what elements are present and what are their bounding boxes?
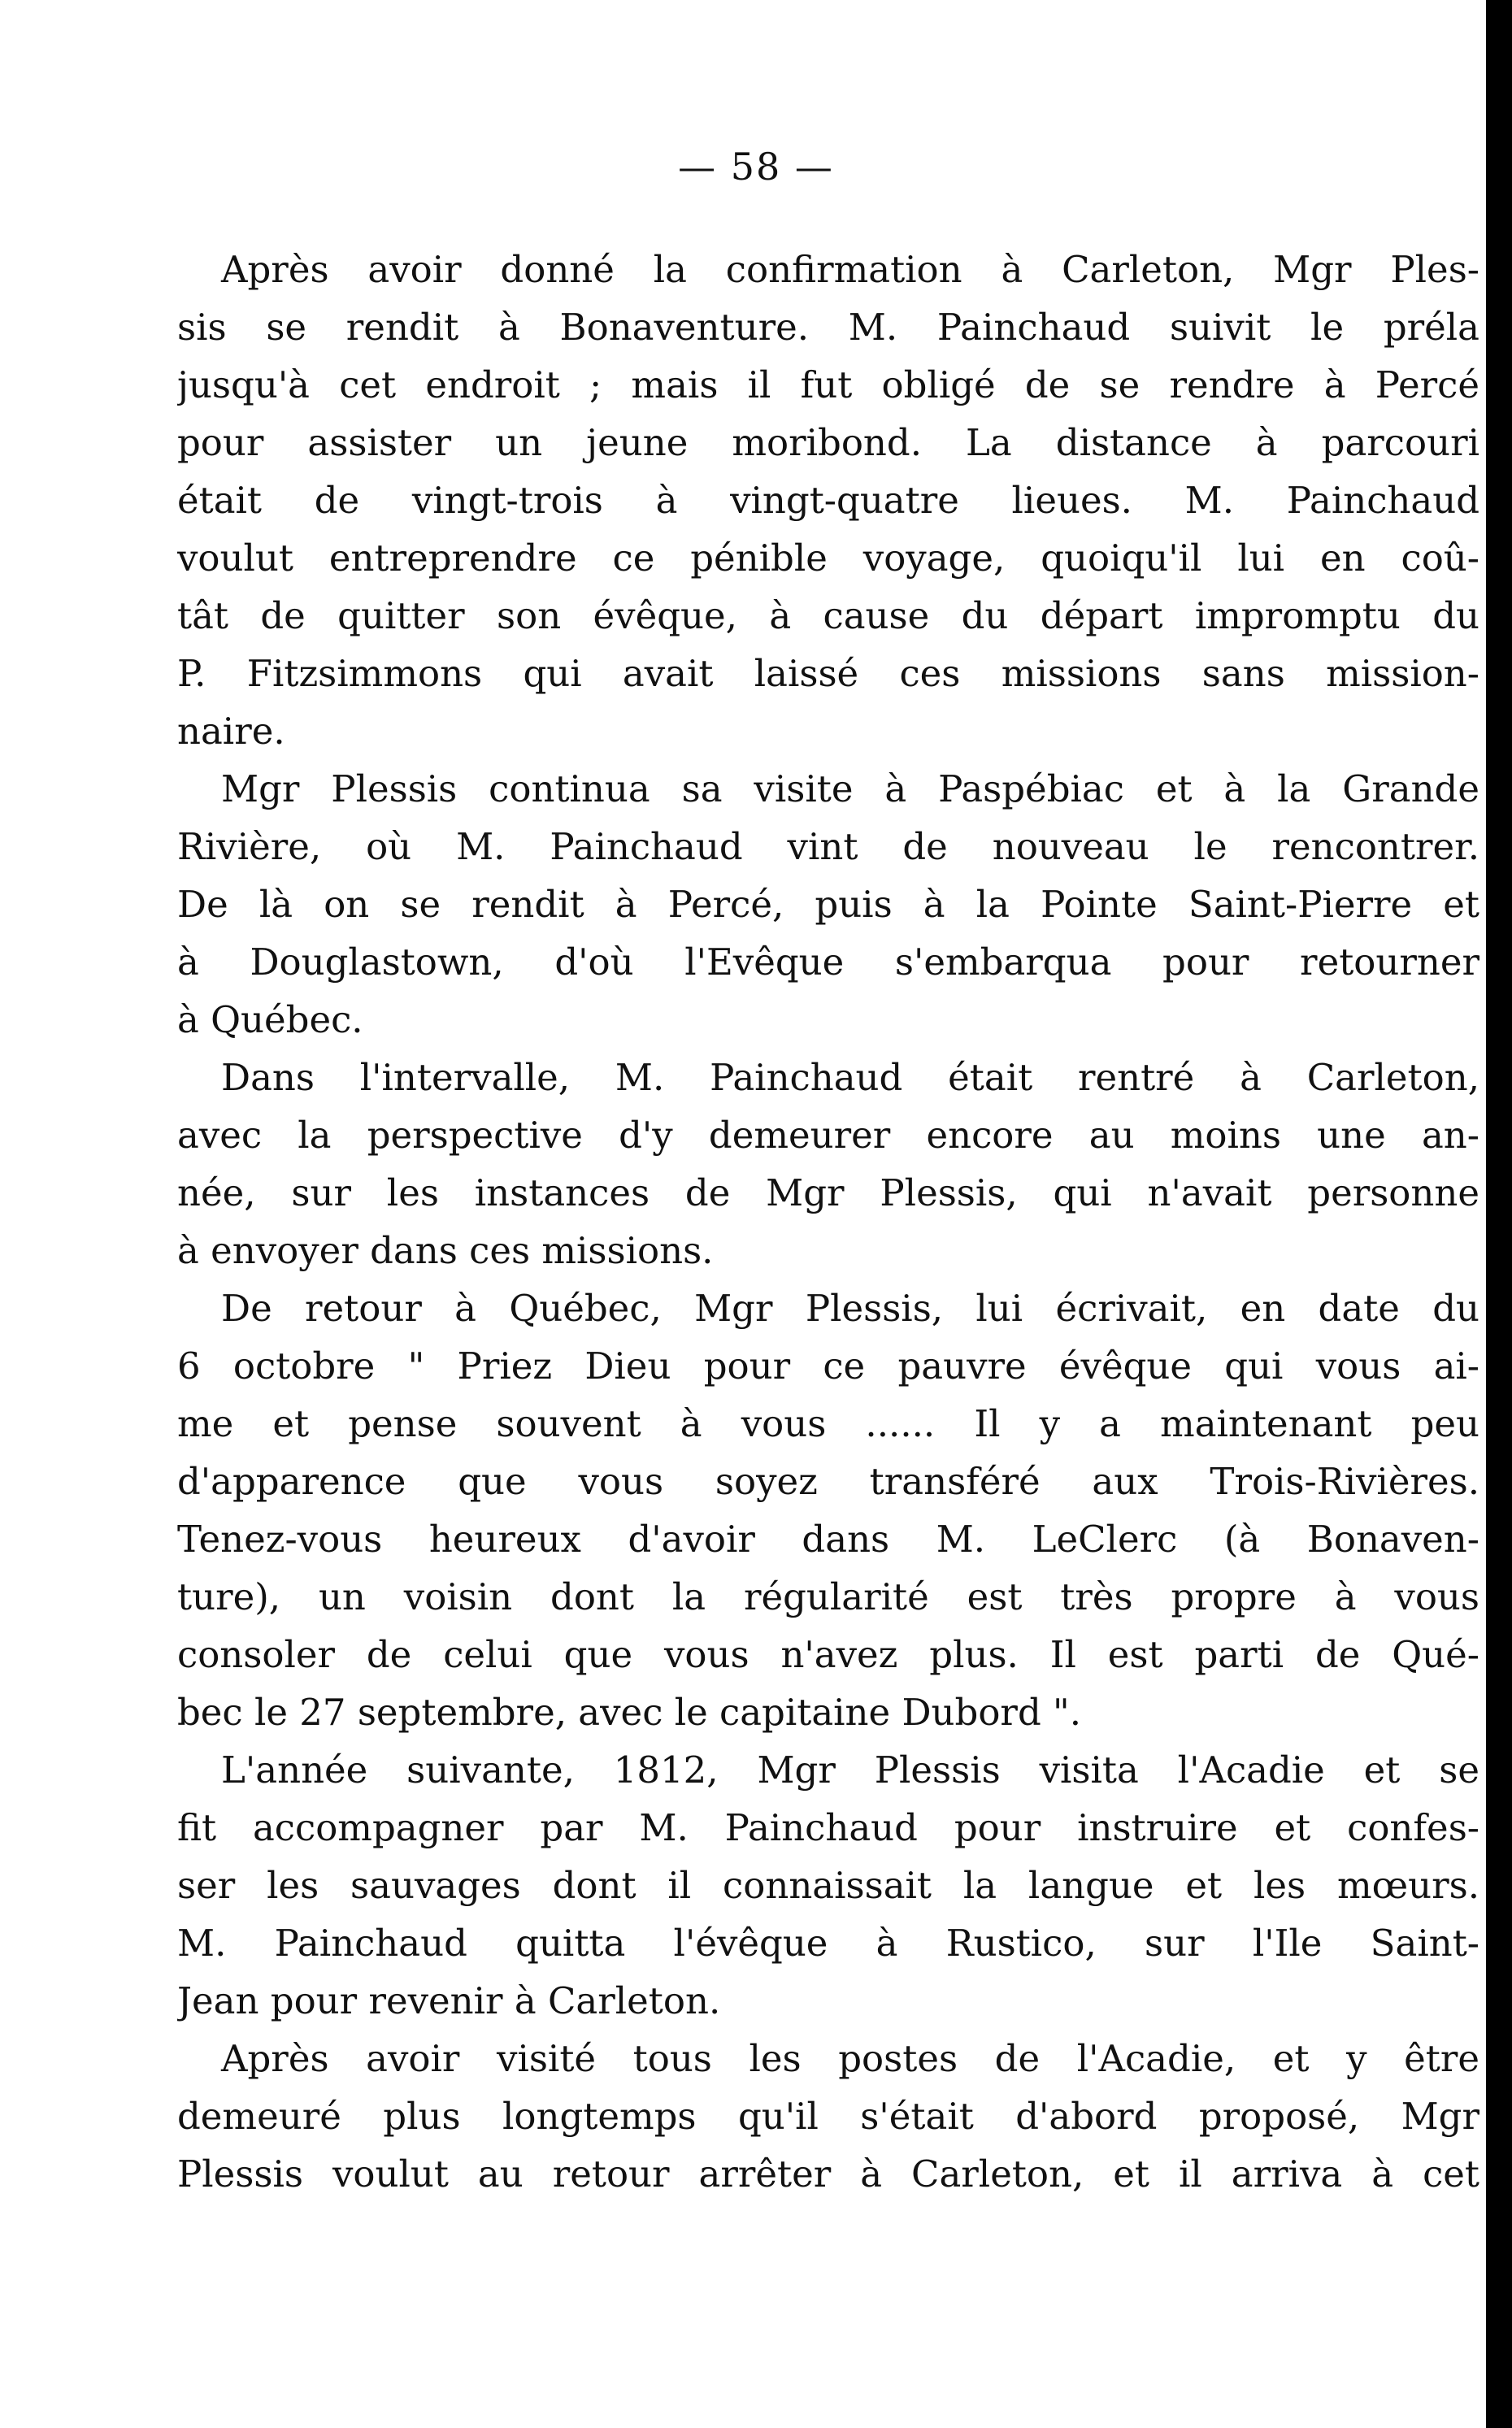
text-line: L'année suivante, 1812, Mgr Plessis visita l'Acadie et se <box>221 1748 1479 1792</box>
text-line: M. Painchaud quitta l'évêque à Rustico, sur l'Ile Saint- <box>177 1922 1479 1965</box>
text-line: sis se rendit à Bonaventure. M. Painchaud suivit le préla <box>177 306 1479 349</box>
text-line: Jean pour revenir à Carleton. <box>177 1979 721 2022</box>
text-line: Après avoir visité tous les postes de l'Acadie, et y être <box>221 2037 1479 2080</box>
text-line: à Douglastown, d'où l'Evêque s'embarqua pour retourner <box>177 940 1479 984</box>
text-line: Après avoir donné la confirmation à Carleton, Mgr Ples- <box>221 248 1479 291</box>
page-binding-edge <box>1486 0 1512 2428</box>
text-line: voulut entreprendre ce pénible voyage, quoiqu'il lui en coû- <box>177 536 1479 580</box>
text-line: d'apparence que vous soyez transféré aux Trois-Rivières. <box>177 1460 1479 1503</box>
text-line: à Québec. <box>177 998 363 1041</box>
text-line: De là on se rendit à Percé, puis à la Pointe Saint-Pierre et <box>177 883 1479 926</box>
text-line: jusqu'à cet endroit ; mais il fut obligé de se rendre à Percé <box>177 363 1479 406</box>
text-line: me et pense souvent à vous ...... Il y a maintenant peu <box>177 1402 1479 1445</box>
paragraph-2 <box>177 760 1479 1049</box>
paragraph-5 <box>177 1741 1479 2030</box>
text-line: 6 octobre " Priez Dieu pour ce pauvre évêque qui vous ai- <box>177 1344 1479 1388</box>
body-text <box>177 241 1479 2203</box>
text-line: De retour à Québec, Mgr Plessis, lui écrivait, en date du <box>221 1287 1479 1330</box>
text-line: P. Fitzsimmons qui avait laissé ces missions sans mission- <box>177 652 1479 695</box>
text-line: était de vingt-trois à vingt-quatre lieues. M. Painchaud <box>177 479 1479 522</box>
paragraph-3 <box>177 1049 1479 1279</box>
text-line: tât de quitter son évêque, à cause du départ impromptu du <box>177 594 1479 637</box>
text-line: demeuré plus longtemps qu'il s'était d'abord proposé, Mgr <box>177 2095 1479 2138</box>
text-line: Rivière, où M. Painchaud vint de nouveau le rencontrer. <box>177 825 1479 868</box>
paragraph-4 <box>177 1279 1479 1741</box>
paragraph-6 <box>177 2030 1479 2203</box>
text-line: Dans l'intervalle, M. Painchaud était rentré à Carleton, <box>221 1056 1479 1099</box>
text-line: ture), un voisin dont la régularité est très propre à vous <box>177 1575 1479 1618</box>
text-line: née, sur les instances de Mgr Plessis, qui n'avait personne <box>177 1171 1479 1214</box>
text-line: Mgr Plessis continua sa visite à Paspébiac et à la Grande <box>221 767 1479 810</box>
text-line: fit accompagner par M. Painchaud pour instruire et confes- <box>177 1806 1479 1849</box>
text-line: avec la perspective d'y demeurer encore au moins une an- <box>177 1114 1479 1157</box>
paragraph-1 <box>177 241 1479 760</box>
text-line: Plessis voulut au retour arrêter à Carleton, et il arriva à cet <box>177 2152 1479 2196</box>
text-line: bec le 27 septembre, avec le capitaine Dubord ". <box>177 1691 1082 1734</box>
page-number: — 58 — <box>678 145 834 189</box>
text-line: à envoyer dans ces missions. <box>177 1229 714 1272</box>
text-line: Tenez-vous heureux d'avoir dans M. LeClerc (à Bonaven- <box>177 1518 1479 1561</box>
text-line: ser les sauvages dont il connaissait la langue et les mœurs. <box>177 1864 1479 1907</box>
text-line: consoler de celui que vous n'avez plus. Il est parti de Qué- <box>177 1633 1479 1676</box>
text-line: pour assister un jeune moribond. La distance à parcouri <box>177 421 1479 464</box>
text-line: naire. <box>177 710 285 753</box>
